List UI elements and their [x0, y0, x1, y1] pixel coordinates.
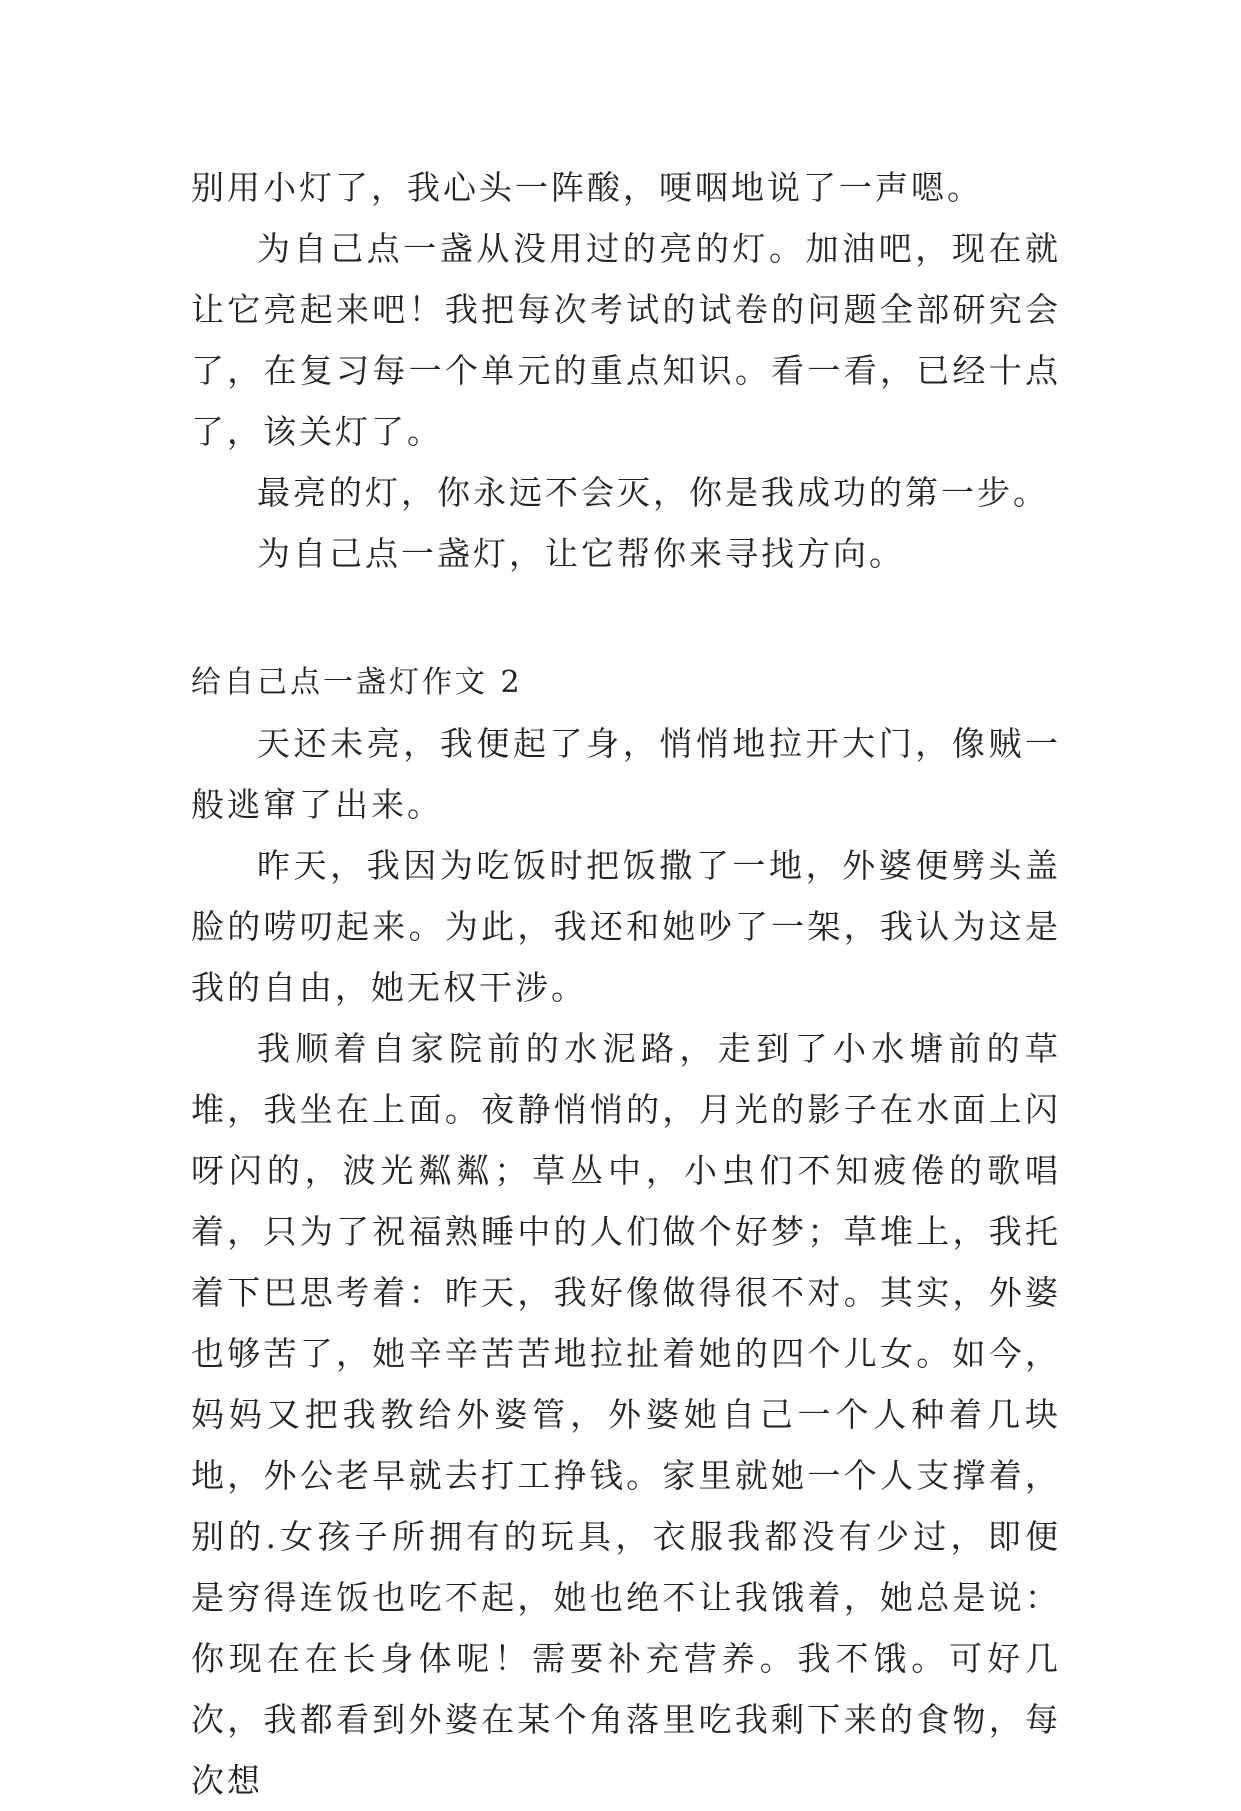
section-heading: 给自己点一盏灯作文 2 [191, 665, 523, 700]
document-body [191, 157, 1061, 1811]
paragraph: 别用小灯了，我心头一阵酸，哽咽地说了一声嗯。 [191, 168, 983, 207]
paragraph: 昨天，我因为吃饭时把饭撒了一地，外婆便劈头盖脸的唠叨起来。为此，我还和她吵了一架，我认为这是我的自由，她无权干涉。 [191, 846, 1061, 1007]
paragraph: 为自己点一盏从没用过的亮的灯。加油吧，现在就让它亮起来吧！我把每次考试的试卷的问题全部研究会了，在复习每一个单元的重点知识。看一看，已经十点了，该关灯了。 [191, 229, 1061, 451]
paragraph: 为自己点一盏灯，让它帮你来寻找方向。 [257, 534, 905, 573]
paragraph: 我顺着自家院前的水泥路，走到了小水塘前的草堆，我坐在上面。夜静悄悄的，月光的影子在水面上闪呀闪的，波光粼粼；草丛中，小虫们不知疲倦的歌唱着，只为了祝福熟睡中的人们做个好梦；草堆上，我托着下巴思考着：昨天，我好像做得很不对。其实，外婆也够苦了，她辛辛苦苦地拉扯着她的四个儿女。如今，妈妈又把我教给外婆管，外婆她自己一个人种着几块地，外公老早就去打工挣钱。家里就她一个人支撑着，别的.女孩子所拥有的玩具，衣服我都没有少过，即便是穷得连饭也吃不起，她也绝不让我饿着，她总是说：你现在在长身体呢！需要补充营养。我不饿。可好几次，我都看到外婆在某个角落里吃我剩下来的食物，每次想 [191, 1029, 1061, 1800]
paragraph: 最亮的灯，你永远不会灭，你是我成功的第一步。 [257, 473, 1049, 512]
paragraph: 天还未亮，我便起了身，悄悄地拉开大门，像贼一般逃窜了出来。 [191, 724, 1061, 824]
